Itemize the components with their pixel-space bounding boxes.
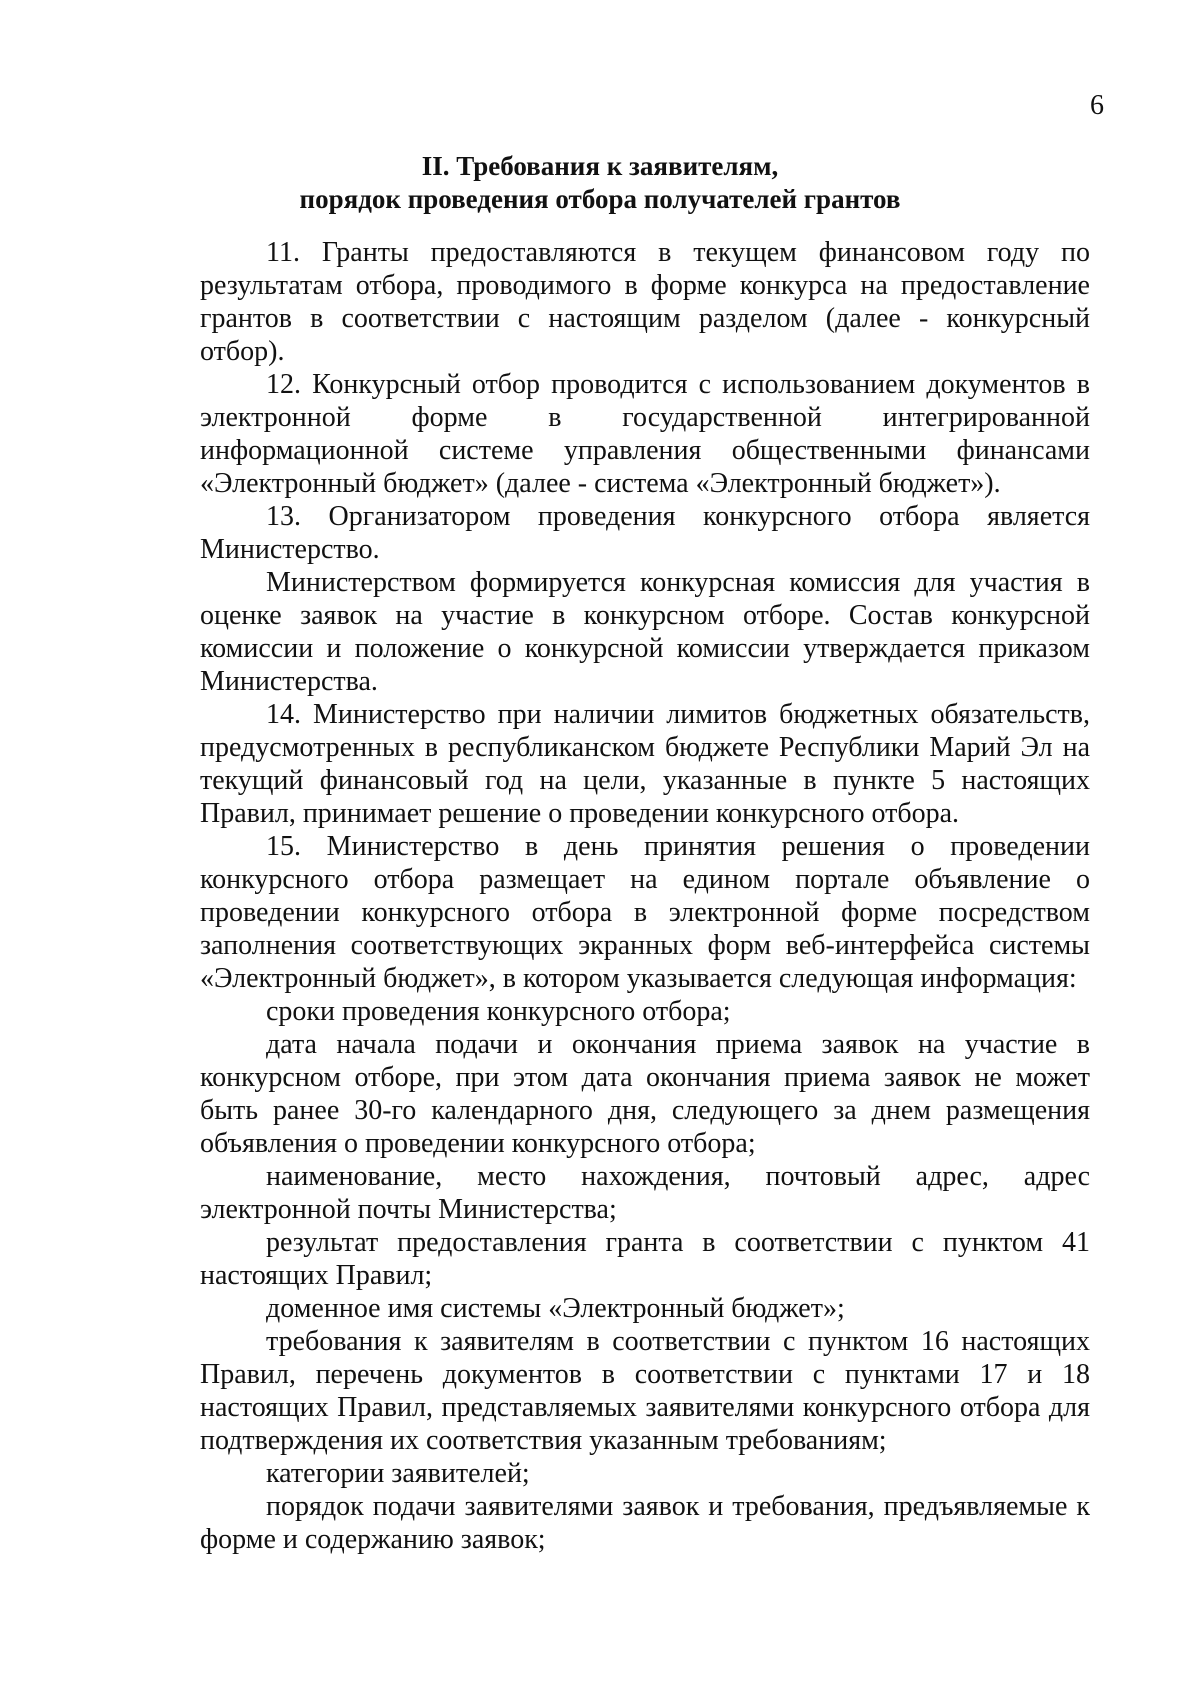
section-heading-line-2: порядок проведения отбора получателей грантов: [299, 184, 901, 214]
list-item-domain: доменное имя системы «Электронный бюджет»;: [266, 1293, 845, 1324]
list-item-contacts: наименование, место нахождения, почтовый адрес, адрес электронной почты Министерства;: [200, 1161, 1090, 1225]
paragraph-15: 15. Министерство в день принятия решения о проведении конкурсного отбора размещает на едином портале объявление о проведении конкурсного отбора в электронной форме посредством заполнения соответствующих экранных форм веб-интерфейса системы «Электронный бюджет», в котором указывается следующая информация:: [200, 831, 1090, 994]
paragraph-13: 13. Организатором проведения конкурсного отбора является Министерство.: [200, 501, 1090, 565]
list-item-requirements: требования к заявителям в соответствии с пунктом 16 настоящих Правил, перечень документов в соответствии с пунктами 17 и 18 настоящих Правил, представляемых заявителями конкурсного отбора для подтверждения их соответствия указанным требованиям;: [200, 1326, 1090, 1456]
list-item-result: результат предоставления гранта в соответствии с пунктом 41 настоящих Правил;: [200, 1227, 1090, 1291]
paragraph-11: 11. Гранты предоставляются в текущем финансовом году по результатам отбора, проводимого в форме конкурса на предоставление грантов в соответствии с настоящим разделом (далее - конкурсный отбор).: [200, 237, 1090, 367]
section-heading: [0, 150, 1200, 216]
list-item-dates: дата начала подачи и окончания приема заявок на участие в конкурсном отборе, при этом дата окончания приема заявок не может быть ранее 30-го календарного дня, следующего за днем размещения объявления о проведении конкурсного отбора;: [200, 1029, 1090, 1159]
section-heading-line-1: II. Требования к заявителям,: [421, 151, 779, 181]
paragraph-12: 12. Конкурсный отбор проводится с использованием документов в электронной форме в государственной интегрированной информационной системе управления общественными финансами «Электронный бюджет» (далее - система «Электронный бюджет»).: [200, 369, 1090, 499]
list-item-categories: категории заявителей;: [266, 1458, 530, 1489]
paragraph-13-commission: Министерством формируется конкурсная комиссия для участия в оценке заявок на участие в конкурсном отборе. Состав конкурсной комиссии и положение о конкурсной комиссии утверждается приказом Министерства.: [200, 567, 1090, 697]
document-body: [200, 236, 1090, 1556]
page-number: 6: [1090, 90, 1104, 121]
paragraph-14: 14. Министерство при наличии лимитов бюджетных обязательств, предусмотренных в республиканском бюджете Республики Марий Эл на текущий финансовый год на цели, указанные в пункте 5 настоящих Правил, принимает решение о проведении конкурсного отбора.: [200, 699, 1090, 829]
list-item-terms: сроки проведения конкурсного отбора;: [266, 996, 731, 1027]
list-item-submission-order: порядок подачи заявителями заявок и требования, предъявляемые к форме и содержанию заявок;: [200, 1491, 1090, 1555]
